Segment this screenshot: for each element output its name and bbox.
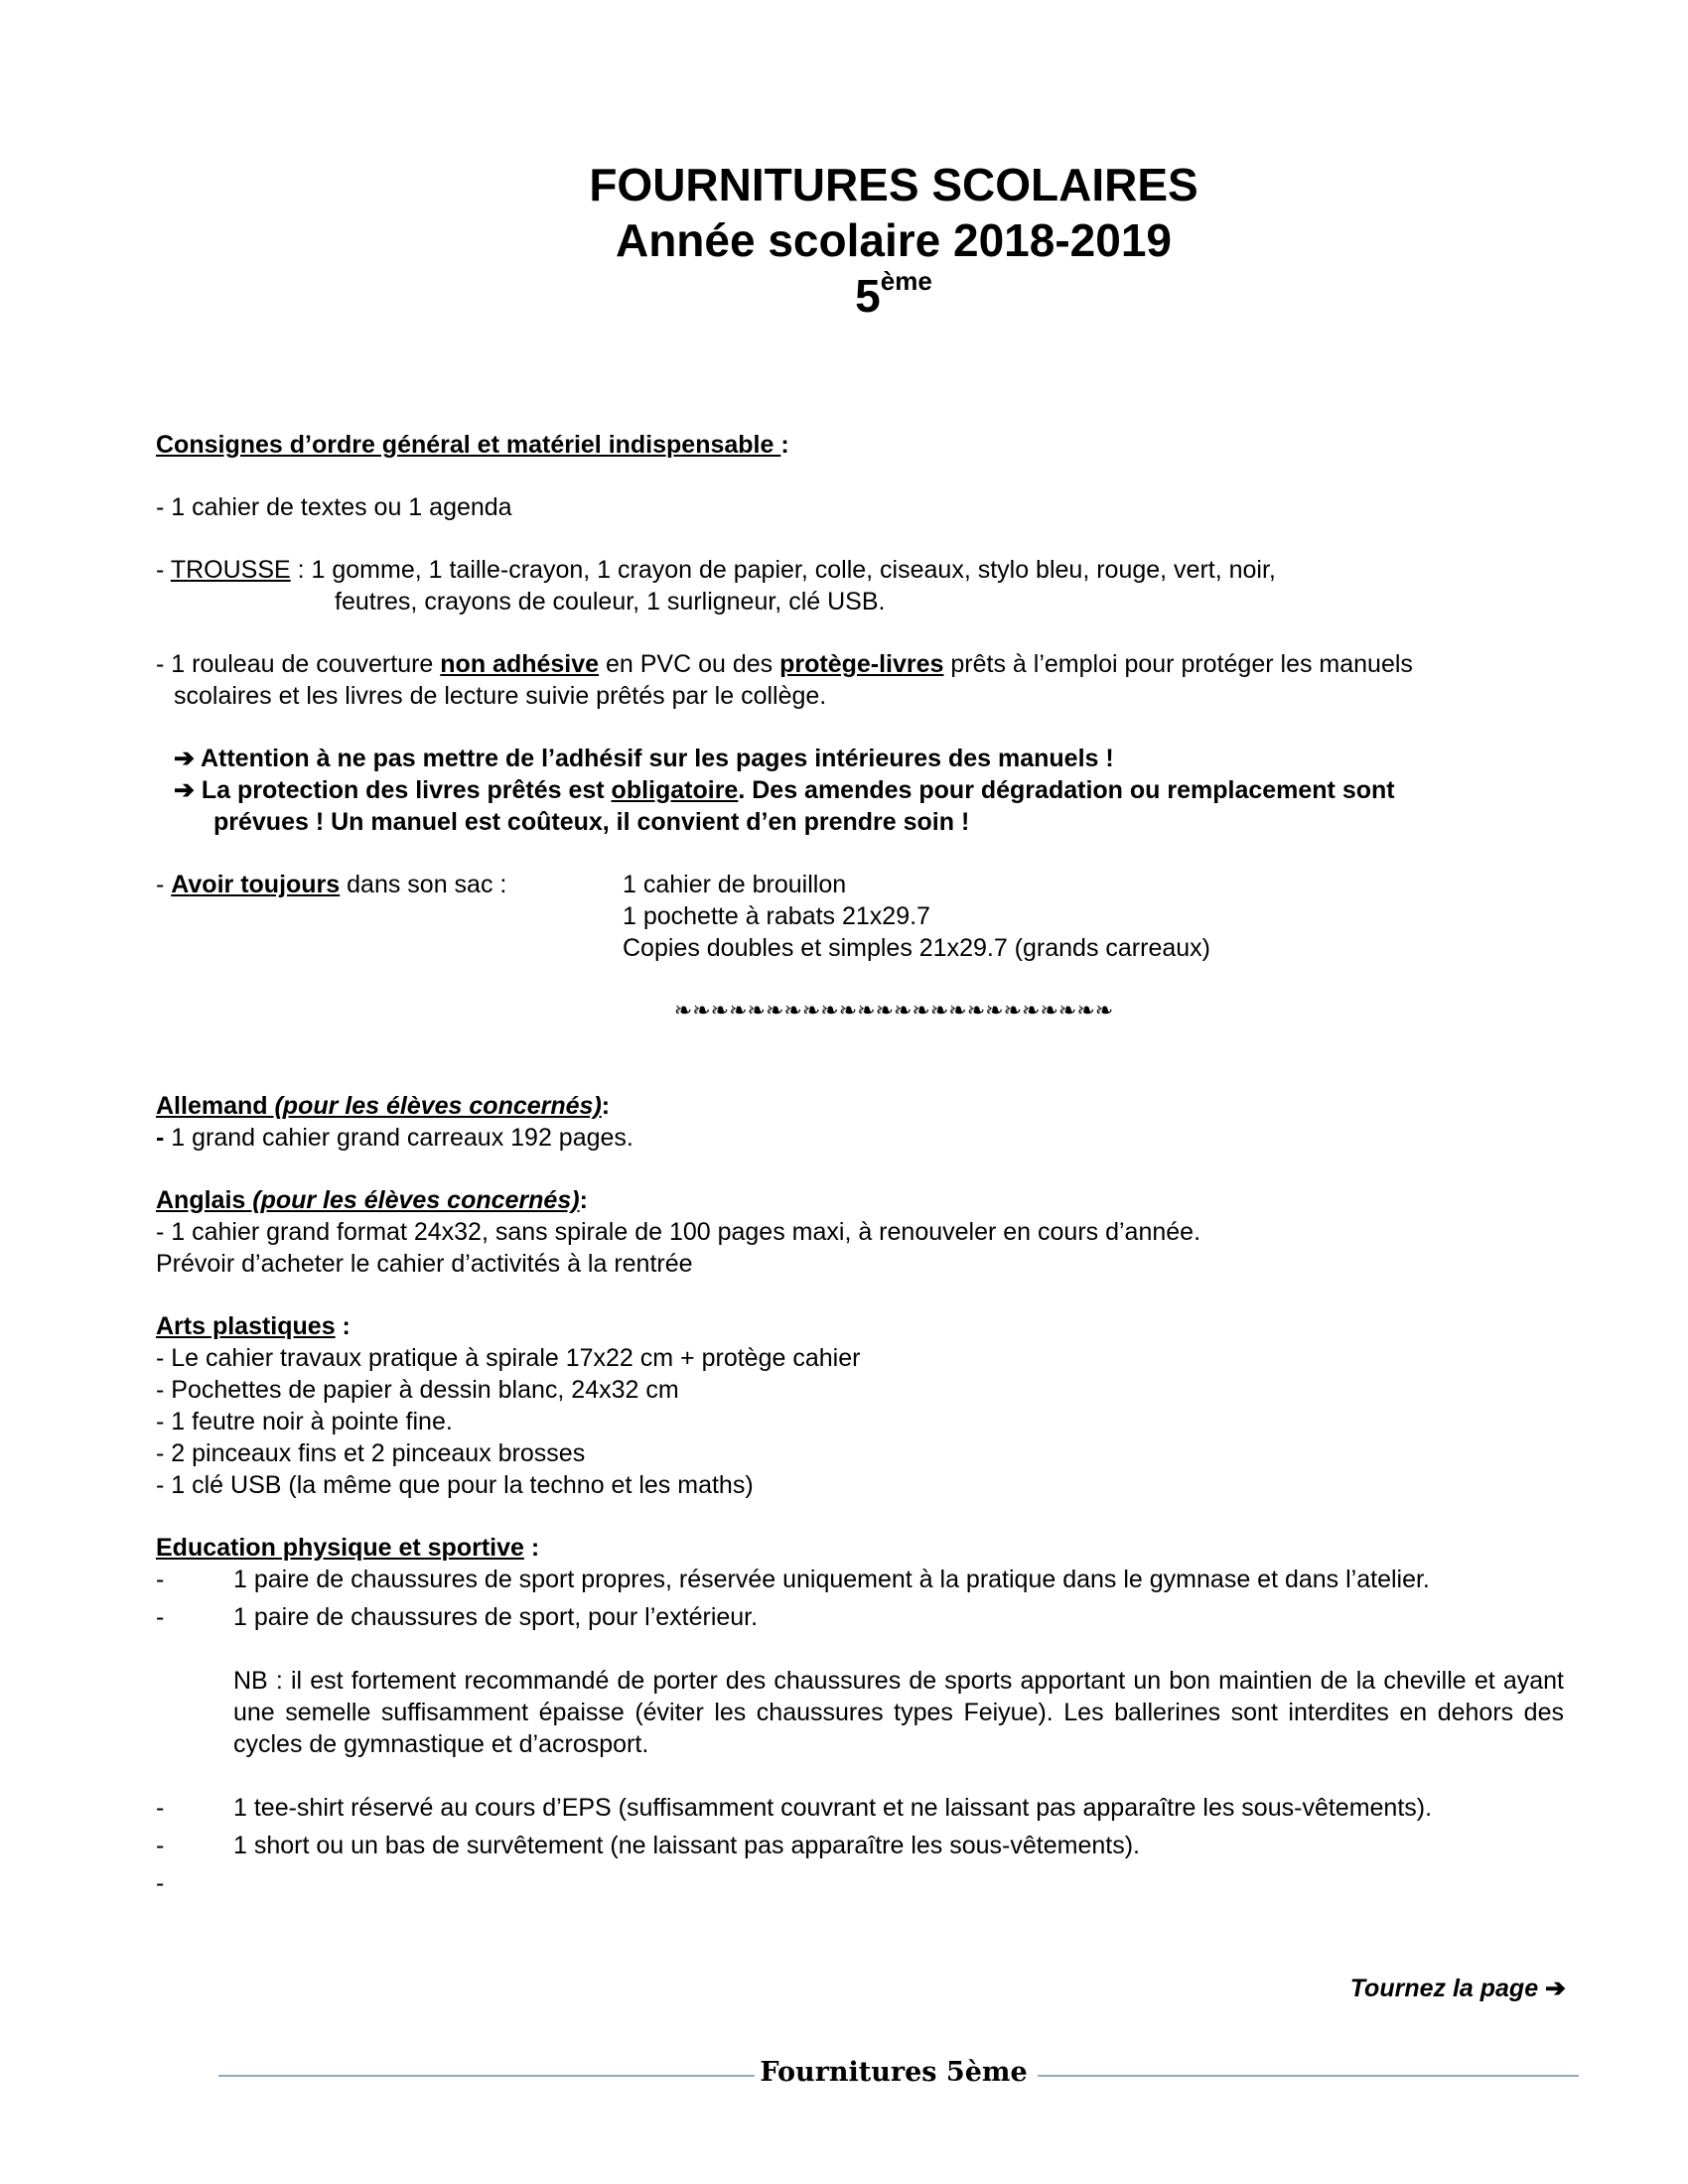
bag-list-item: Copies doubles et simples 21x29.7 (grands carreaux) — [623, 934, 1210, 962]
eps-nb-paragraph: NB : il est fortement recommandé de porter des chaussures de sports apportant un bon maintien de la cheville et ayant une semelle suffisamment épaisse (éviter les chaussures types Feiyue). Les ballerines sont interdites en dehors des cycles de gymnastique et d’acrosport. — [233, 1667, 1564, 1758]
cover-text-continued: scolaires et les livres de lecture suivie prêtés par le collège. — [174, 682, 827, 710]
bag-label: Avoir toujours — [171, 871, 341, 898]
cover-text-e: prêts à l’emploi pour protéger les manuels — [943, 650, 1413, 678]
eps-dash: - — [156, 1603, 165, 1631]
trousse-text: : 1 gomme, 1 taille-crayon, 1 crayon de papier, colle, ciseaux, stylo bleu, rouge, vert, noir, — [290, 556, 1276, 584]
cover-text-c: en PVC ou des — [599, 650, 780, 678]
cover-protege-livres: protège-livres — [779, 650, 944, 678]
arrow-icon: ➔ — [174, 776, 195, 804]
attention-text-1: Attention à ne pas mettre de l’adhésif sur les pages intérieures des manuels ! — [194, 745, 1114, 772]
anglais-heading — [156, 1184, 1569, 1216]
eps-item-1: 1 paire de chaussures de sport propres, réservée uniquement à la pratique dans le gymnase et dans l’atelier. — [233, 1566, 1430, 1593]
eps-dash: - — [156, 1869, 165, 1897]
eps-item-4: 1 short ou un bas de survêtement (ne laissant pas apparaître les sous-vêtements). — [233, 1832, 1140, 1859]
allemand-heading — [156, 1090, 1569, 1122]
trousse-item — [156, 554, 1569, 586]
turn-page-text: Tournez la page — [1349, 1975, 1546, 2002]
anglais-title: Anglais — [156, 1186, 246, 1214]
eps-dash: - — [156, 1832, 165, 1859]
general-heading — [156, 429, 1569, 461]
allemand-colon: : — [601, 1092, 611, 1120]
eps-colon: : — [523, 1534, 540, 1562]
trousse-label: TROUSSE — [170, 556, 291, 584]
eps-dash: - — [156, 1566, 165, 1593]
footer-label: Fournitures 5ème — [760, 2057, 1028, 2088]
anglais-note: (pour les élèves concernés) — [245, 1186, 580, 1214]
arts-list-item: - 2 pinceaux fins et 2 pinceaux brosses — [156, 1439, 586, 1467]
decorative-separator: ❧❧❧❧❧❧❧❧❧❧❧❧❧❧❧❧❧❧❧❧❧❧❧❧ — [673, 998, 1114, 1023]
cover-text-a: - 1 rouleau de couverture — [156, 650, 441, 678]
cover-item — [156, 648, 1569, 680]
eps-heading — [156, 1532, 1569, 1564]
anglais-item-2: Prévoir d’acheter le cahier d’activités à la rentrée — [156, 1250, 693, 1278]
grade-number: 5 — [855, 270, 881, 322]
grade-level — [0, 268, 1688, 324]
eps-title: Education physique et sportive — [156, 1534, 524, 1562]
bag-list-item: 1 cahier de brouillon — [623, 871, 847, 898]
arrow-icon: ➔ — [1545, 1975, 1566, 2002]
arts-list-item: - Pochettes de papier à dessin blanc, 24x32 cm — [156, 1376, 679, 1404]
eps-item-2: 1 paire de chaussures de sport, pour l’extérieur. — [233, 1603, 759, 1631]
attention-line-1 — [174, 743, 1114, 774]
attention-line-2 — [174, 774, 1395, 806]
anglais-item-1: - 1 cahier grand format 24x32, sans spirale de 100 pages maxi, à renouveler en cours d’année. — [156, 1218, 1201, 1246]
allemand-dash: - — [156, 1124, 165, 1152]
arts-heading — [156, 1310, 1569, 1342]
bag-text: dans son sac : — [340, 871, 507, 898]
general-heading-text: Consignes d’ordre général et matériel indispensable — [156, 431, 781, 459]
arts-title: Arts plastiques — [156, 1312, 336, 1340]
turn-page-note — [1350, 1973, 1566, 2004]
anglais-colon: : — [579, 1186, 588, 1214]
arts-list — [156, 1342, 1569, 1501]
bag-list — [623, 869, 1210, 964]
bag-list-item: 1 pochette à rabats 21x29.7 — [623, 902, 930, 930]
arrow-icon: ➔ — [174, 745, 195, 772]
arts-list-item: - 1 feutre noir à pointe fine. — [156, 1408, 453, 1435]
eps-item-3: 1 tee-shirt réservé au cours d’EPS (suffisamment couvrant et ne laissant pas apparaître les sous-vêtements). — [233, 1794, 1433, 1822]
allemand-item-text: 1 grand cahier grand carreaux 192 pages. — [164, 1124, 633, 1152]
attention-obligatoire: obligatoire — [611, 776, 739, 804]
arts-colon: : — [335, 1312, 351, 1340]
allemand-item — [156, 1122, 1569, 1154]
allemand-note: (pour les élèves concernés) — [267, 1092, 602, 1120]
general-heading-colon: : — [780, 431, 789, 459]
cover-non-adhesive: non adhésive — [440, 650, 600, 678]
trousse-text-continued: feutres, crayons de couleur, 1 surligneur, clé USB. — [335, 588, 886, 615]
document-title-block — [0, 157, 1688, 324]
school-year: Année scolaire 2018-2019 — [615, 214, 1173, 266]
document-title: FOURNITURES SCOLAIRES — [589, 159, 1198, 210]
arts-list-item: - 1 clé USB (la même que pour la techno et les maths) — [156, 1471, 754, 1499]
arts-list-item: - Le cahier travaux pratique à spirale 17x22 cm + protège cahier — [156, 1344, 861, 1372]
attention-text-2a: La protection des livres prêtés est — [194, 776, 612, 804]
grade-suffix: ème — [880, 266, 932, 296]
bag-dash: - — [156, 871, 172, 898]
attention-text-2c: . Des amendes pour dégradation ou remplacement sont — [738, 776, 1395, 804]
attention-text-2d: prévues ! Un manuel est coûteux, il convient d’en prendre soin ! — [213, 808, 970, 836]
allemand-title: Allemand — [156, 1092, 268, 1120]
eps-dash: - — [156, 1794, 165, 1822]
agenda-item: - 1 cahier de textes ou 1 agenda — [156, 493, 512, 521]
trousse-dash: - — [156, 556, 171, 584]
